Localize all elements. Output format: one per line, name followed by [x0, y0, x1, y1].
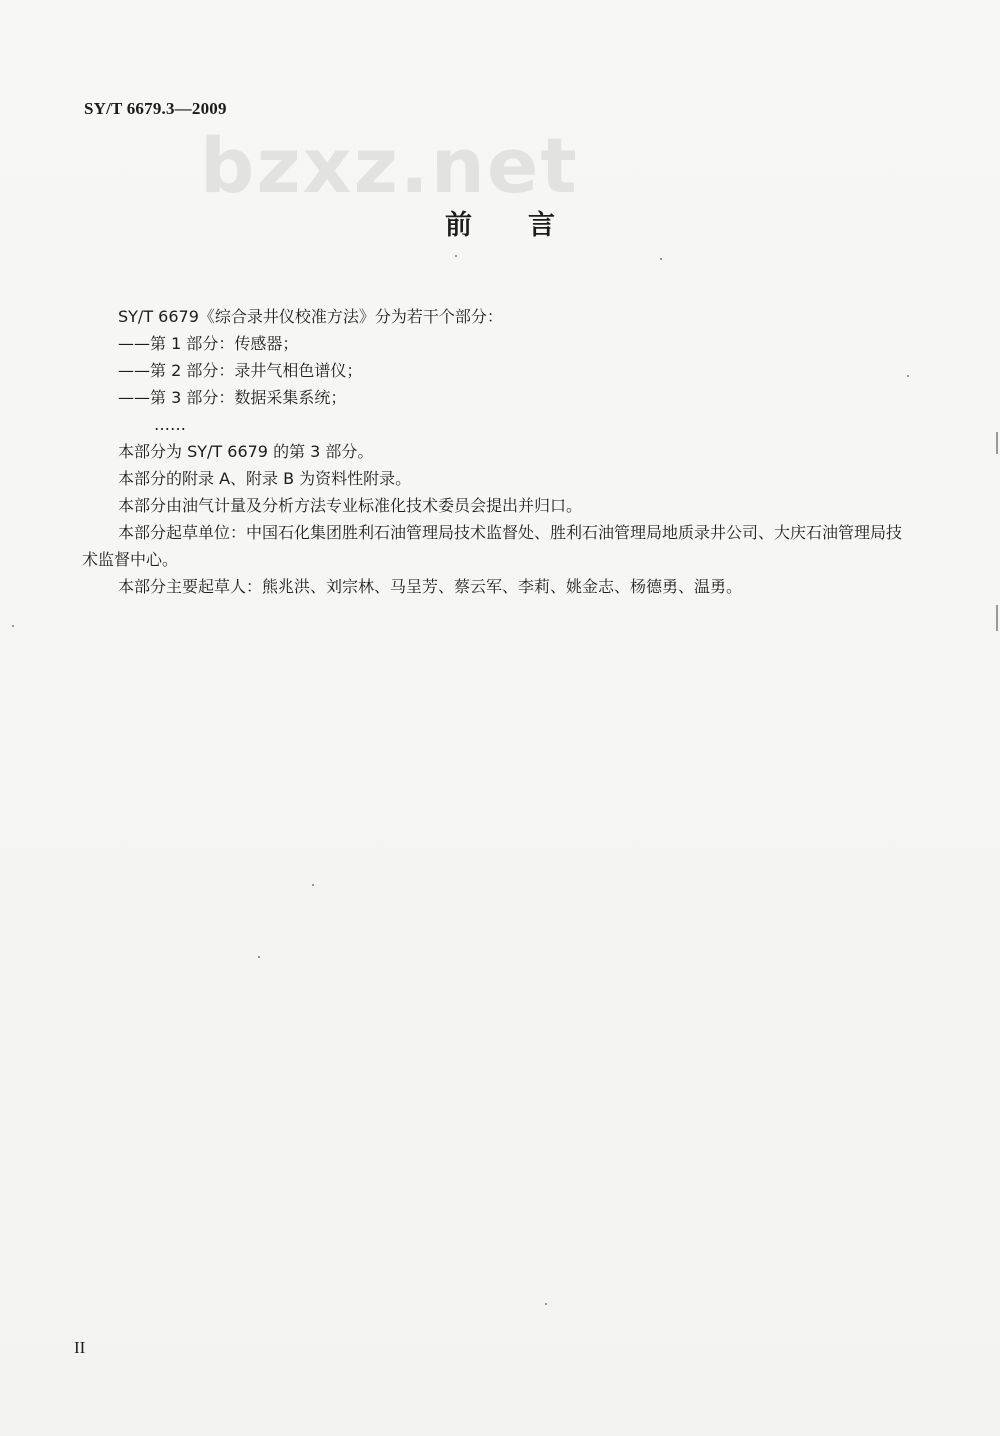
foreword-body	[82, 303, 902, 600]
scan-speck	[907, 375, 909, 377]
page-title: 前言	[445, 210, 611, 241]
scan-speck	[12, 625, 14, 627]
scan-edge-mark	[996, 432, 998, 454]
watermark-logo: bzxz.net	[200, 121, 579, 210]
standard-number: SY/T 6679.3—2009	[84, 99, 227, 118]
paragraph-proposer: 本部分由油气计量及分析方法专业标准化技术委员会提出并归口。	[118, 496, 583, 515]
scan-edge-mark	[996, 605, 998, 631]
scan-speck	[660, 258, 662, 260]
scan-speck	[545, 1303, 547, 1305]
paragraph-drafters: 本部分主要起草人：熊兆洪、刘宗林、马呈芳、蔡云军、李莉、姚金志、杨德勇、温勇。	[118, 577, 743, 596]
paragraph-drafting-units: 本部分起草单位：中国石化集团胜利石油管理局技术监督处、胜利石油管理局地质录井公司、大庆石油管理局技术监督中心。	[82, 523, 903, 569]
paragraph-part-statement: 本部分为 SY/T 6679 的第 3 部分。	[118, 442, 374, 461]
page-number: II	[74, 1338, 86, 1357]
list-item-part-2: ——第 2 部分：录井气相色谱仪；	[118, 361, 363, 380]
scan-speck	[455, 255, 457, 257]
list-item-part-1: ——第 1 部分：传感器；	[118, 334, 299, 353]
list-item-part-3: ——第 3 部分：数据采集系统；	[118, 388, 347, 407]
paragraph-annex-statement: 本部分的附录 A、附录 B 为资料性附录。	[118, 469, 412, 488]
list-ellipsis: ……	[154, 415, 186, 434]
scan-speck	[258, 956, 260, 958]
intro-paragraph: SY/T 6679《综合录井仪校准方法》分为若干个部分：	[118, 307, 503, 326]
scan-speck	[312, 884, 314, 886]
